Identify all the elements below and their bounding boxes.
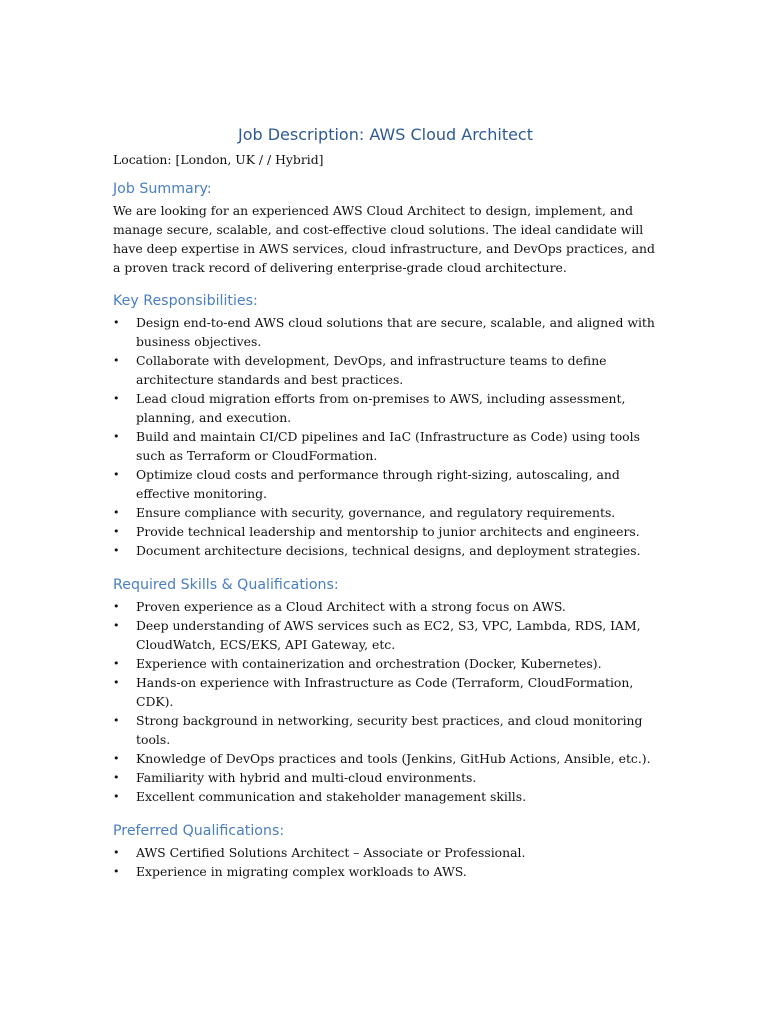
- list-item-text: Knowledge of DevOps practices and tools (Jenkins, GitHub Actions, Ansible, etc.).: [136, 751, 651, 766]
- required-skills-heading: Required Skills & Qualifications:: [113, 577, 339, 593]
- summary-heading: Job Summary:: [113, 181, 212, 197]
- bullet-icon: •: [113, 790, 120, 803]
- summary-paragraph: We are looking for an experienced AWS Cloud Architect to design, implement, and manage secure, scalable, and cost-effective cloud solutions. The ideal candidate will have deep expertise in AWS services, cloud infrastructure, and DevOps practices, and a proven track record of delivering enterprise-grade cloud architecture.: [113, 203, 655, 275]
- bullet-icon: •: [113, 468, 120, 481]
- list-item-text: Proven experience as a Cloud Architect with a strong focus on AWS.: [136, 599, 566, 614]
- list-item-text: Collaborate with development, DevOps, and infrastructure teams to define architecture standards and best practices.: [136, 353, 607, 387]
- bullet-icon: •: [113, 430, 120, 443]
- page-title: Job Description: AWS Cloud Architect: [237, 125, 533, 144]
- list-item: [113, 522, 658, 541]
- list-item: [113, 711, 658, 749]
- list-item: [113, 616, 658, 654]
- list-item-text: Familiarity with hybrid and multi-cloud environments.: [136, 770, 477, 785]
- bullet-icon: •: [113, 865, 120, 878]
- bullet-icon: •: [113, 354, 120, 367]
- preferred-qualifications-list: [113, 843, 658, 881]
- list-item: [113, 768, 658, 787]
- list-item: [113, 843, 658, 862]
- list-item-text: Experience in migrating complex workloads to AWS.: [136, 864, 467, 879]
- list-item-text: Experience with containerization and orchestration (Docker, Kubernetes).: [136, 656, 602, 671]
- list-item-text: Lead cloud migration efforts from on-premises to AWS, including assessment, planning, and execution.: [136, 391, 626, 425]
- preferred-qualifications-heading: Preferred Qualifications:: [113, 823, 285, 839]
- list-item: [113, 673, 658, 711]
- list-item: [113, 465, 658, 503]
- list-item-text: AWS Certified Solutions Architect – Associate or Professional.: [136, 845, 526, 860]
- bullet-icon: •: [113, 657, 120, 670]
- list-item: [113, 427, 658, 465]
- list-item: [113, 389, 658, 427]
- list-item: [113, 351, 658, 389]
- list-item-text: Provide technical leadership and mentorship to junior architects and engineers.: [136, 524, 640, 539]
- list-item-text: Excellent communication and stakeholder management skills.: [136, 789, 527, 804]
- bullet-icon: •: [113, 525, 120, 538]
- bullet-icon: •: [113, 316, 120, 329]
- bullet-icon: •: [113, 771, 120, 784]
- bullet-icon: •: [113, 752, 120, 765]
- bullet-icon: •: [113, 392, 120, 405]
- list-item-text: Optimize cloud costs and performance through right-sizing, autoscaling, and effective monitoring.: [136, 467, 620, 501]
- bullet-icon: •: [113, 676, 120, 689]
- list-item-text: Hands-on experience with Infrastructure as Code (Terraform, CloudFormation, CDK).: [136, 675, 634, 709]
- required-skills-list: [113, 597, 658, 806]
- bullet-icon: •: [113, 619, 120, 632]
- list-item-text: Document architecture decisions, technical designs, and deployment strategies.: [136, 543, 641, 558]
- responsibilities-list: [113, 313, 658, 560]
- list-item: [113, 541, 658, 560]
- list-item: [113, 862, 658, 881]
- list-item-text: Design end-to-end AWS cloud solutions that are secure, scalable, and aligned with business objectives.: [136, 315, 655, 349]
- list-item-text: Strong background in networking, security best practices, and cloud monitoring tools.: [136, 713, 643, 747]
- location-line: Location: [London, UK / / Hybrid]: [113, 152, 324, 167]
- list-item: [113, 597, 658, 616]
- bullet-icon: •: [113, 846, 120, 859]
- document-body: [113, 124, 658, 896]
- responsibilities-heading: Key Responsibilities:: [113, 293, 258, 309]
- bullet-icon: •: [113, 506, 120, 519]
- bullet-icon: •: [113, 600, 120, 613]
- bullet-icon: •: [113, 544, 120, 557]
- list-item-text: Deep understanding of AWS services such as EC2, S3, VPC, Lambda, RDS, IAM, CloudWatch, ECS/EKS, API Gateway, etc.: [136, 618, 641, 652]
- list-item: [113, 787, 658, 806]
- list-item-text: Ensure compliance with security, governance, and regulatory requirements.: [136, 505, 616, 520]
- bullet-icon: •: [113, 714, 120, 727]
- list-item: [113, 313, 658, 351]
- list-item-text: Build and maintain CI/CD pipelines and IaC (Infrastructure as Code) using tools such as Terraform or CloudFormation.: [136, 429, 640, 463]
- list-item: [113, 654, 658, 673]
- list-item: [113, 749, 658, 768]
- list-item: [113, 503, 658, 522]
